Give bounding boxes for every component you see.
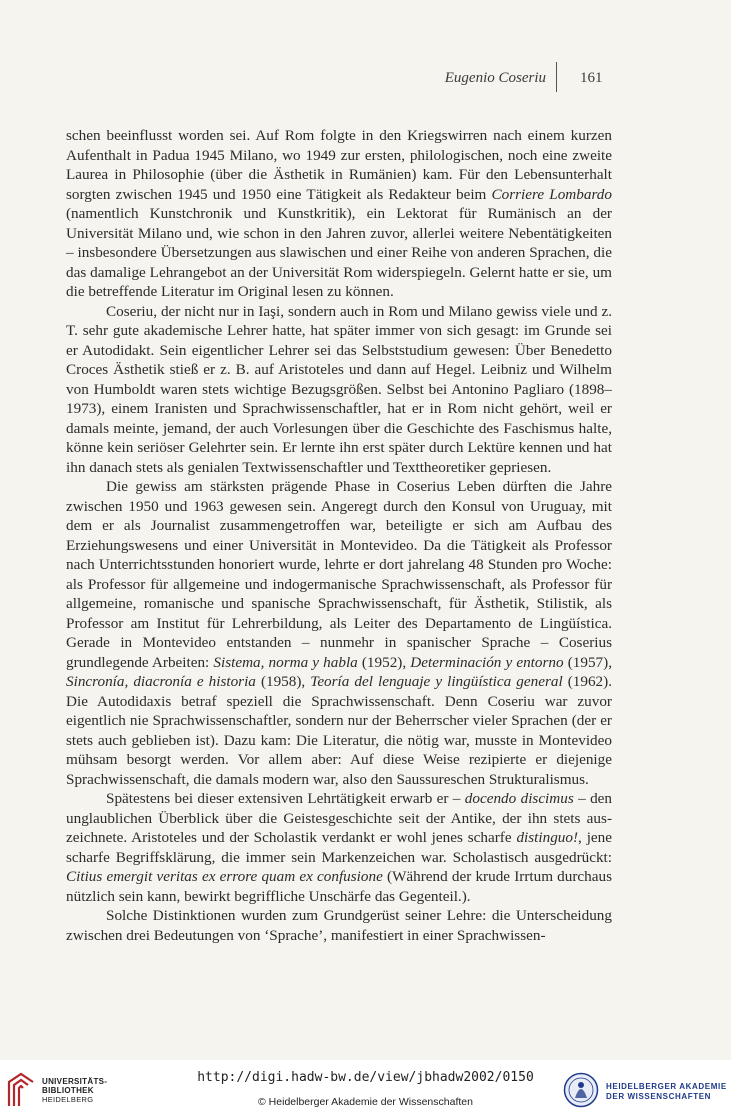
paragraph: Die gewiss am stärksten prägende Phase in Coserius Leben dürften die Jahre zwischen 1950 und 1963 gewesen sein. Angeregt durch den Konsul von Uruguay, mit dem er als Journalist zusammengetroffen war, beteiligte er sich am Aufbau des Erziehungswesens und einer Universität in Montevideo. Da die Tätigkeit als Professor nach Unterrichtsstunden honoriert wurde, lehrte er dort jahrelang 48 Stunden pro Woche: als Professor für allgemeine und indogermanische Sprachwissenschaft, als Professor für allgemeine, romanische und spanische Sprachwissenschaft, für Ästhetik, Stilistik, als Professor am Institut für Lehrerbildung, als Leiter des Departamento de Lingüística. Gerade in Montevideo entstanden – nunmehr in spanischer Sprache – Coserius grundlegende Arbeiten: Sistema, norma y habla (1952), Determinación y entorno (1957), Sincronía, diacronía e historia (1958), Teoría del lenguaje y lingüística general (1962). Die Autodidaxis betraf speziell die Sprachwissenschaft. Denn Coseriu war zuvor eigentlich nie Sprachwissenschaftler, sondern nur der Beherrscher vieler Sprachen (der er stets auch geblieben ist). Dazu kam: Die Literatur, die nötig war, musste in Montevideo mühsam besorgt werden. Vor allem aber: Auf diese Weise rezipierte er diejenige Sprachwissenschaft, die damals modern war, also den Saussureschen Strukturalismus. <box>66 478 612 788</box>
body-text <box>66 126 612 945</box>
permalink-url[interactable]: http://digi.hadw-bw.de/view/jbhadw2002/0150 <box>197 1070 534 1085</box>
university-library-name: UNIVERSITÄTS- BIBLIOTHEK HEIDELBERG <box>42 1077 108 1104</box>
paragraph: Spätestens bei dieser extensiven Lehrtätigkeit erwarb er – docendo discimus – den unglaublichen Überblick über die Geistesgeschichte seit der Antike, der ihn stets auszeichnete. Aristoteles und der Scholastik verdankt er wohl jenes scharfe distinguo!, jene scharfe Begriffsklärung, die immer sein Markenzeichen war. Scholastisch ausgedrückt: Citius emergit veritas ex errore quam ex confusione (Während der krude Irrtum durchaus nützlich sein kann, bewirkt begriffliche Unschärfe das Gegenteil.). <box>66 790 613 905</box>
running-head-divider <box>556 62 557 92</box>
page-number: 161 <box>580 70 603 86</box>
academy-name: HEIDELBERGER AKADEMIE DER WISSENSCHAFTEN <box>606 1082 727 1101</box>
running-head <box>0 70 731 94</box>
hadw-seal-icon <box>563 1072 599 1108</box>
paragraph: schen beeinflusst worden sei. Auf Rom folgte in den Kriegswirren nach einem kurzen Aufenthalt in Padua 1945 Milano, wo 1949 zur ersten, philologischen, noch eine zweite Laurea in Philosophie (über die Ästhetik in Rumänien) kam. Für den Lebensunterhalt sorgten zwischen 1945 und 1950 eine Tätigkeit als Redakteur beim Corriere Lombardo (namentlich Kunstchronik und Kunstkritik), ein Lektorat für Rumänisch an der Universität Milano und, wie schon in den Jahren zuvor, allerlei weitere Nebentätigkeiten – insbesondere Übersetzungen aus slawischen und einer Reihe von anderen Sprachen, die das damalige Lehrangebot an der Universität Rom widerspiegeln. Gelernt hatte er sie, um die betreffende Literatur im Original lesen zu können. <box>66 127 612 300</box>
paragraph: Coseriu, der nicht nur in Iaşi, sondern auch in Rom und Milano gewiss viele und z. T. sehr gute akademische Lehrer hatte, hat später immer von sich gesagt: im Grunde sei er Autodidakt. Sein eigentlicher Lehrer sei das Selbststudium gewesen: Über Benedetto Croces Ästhetik stieß er z. B. auf Aristoteles und dann auf Hegel. Leibniz und Wilhelm von Humboldt waren stets wichtige Bezugsgrößen. Selbst bei Antonino Pagliaro (1898–1973), einem Iranisten und Sprachwissenschaftler, hat er in Rom nicht gehört, weil er damals meinte, jemand, der auch Vorlesungen über die Geschichte des Faschismus halte, könne kein seriöser Gelehrter sein. Er lernte ihn erst später durch Lektüre kennen und hat ihn danach stets als genialen Textwissenschaftler und Texttheoretiker gepriesen. <box>66 302 612 476</box>
paragraph: Solche Distinktionen wurden zum Grundgerüst seiner Lehre: die Unterscheidung zwischen drei Bedeutungen von ‘Sprache’, manifestiert in einer Sprachwissen- <box>66 907 612 944</box>
copyright-notice: © Heidelberger Akademie der Wissenschaften <box>258 1096 473 1108</box>
footer-bar <box>0 1060 731 1119</box>
running-head-author: Eugenio Coseriu <box>444 70 546 86</box>
